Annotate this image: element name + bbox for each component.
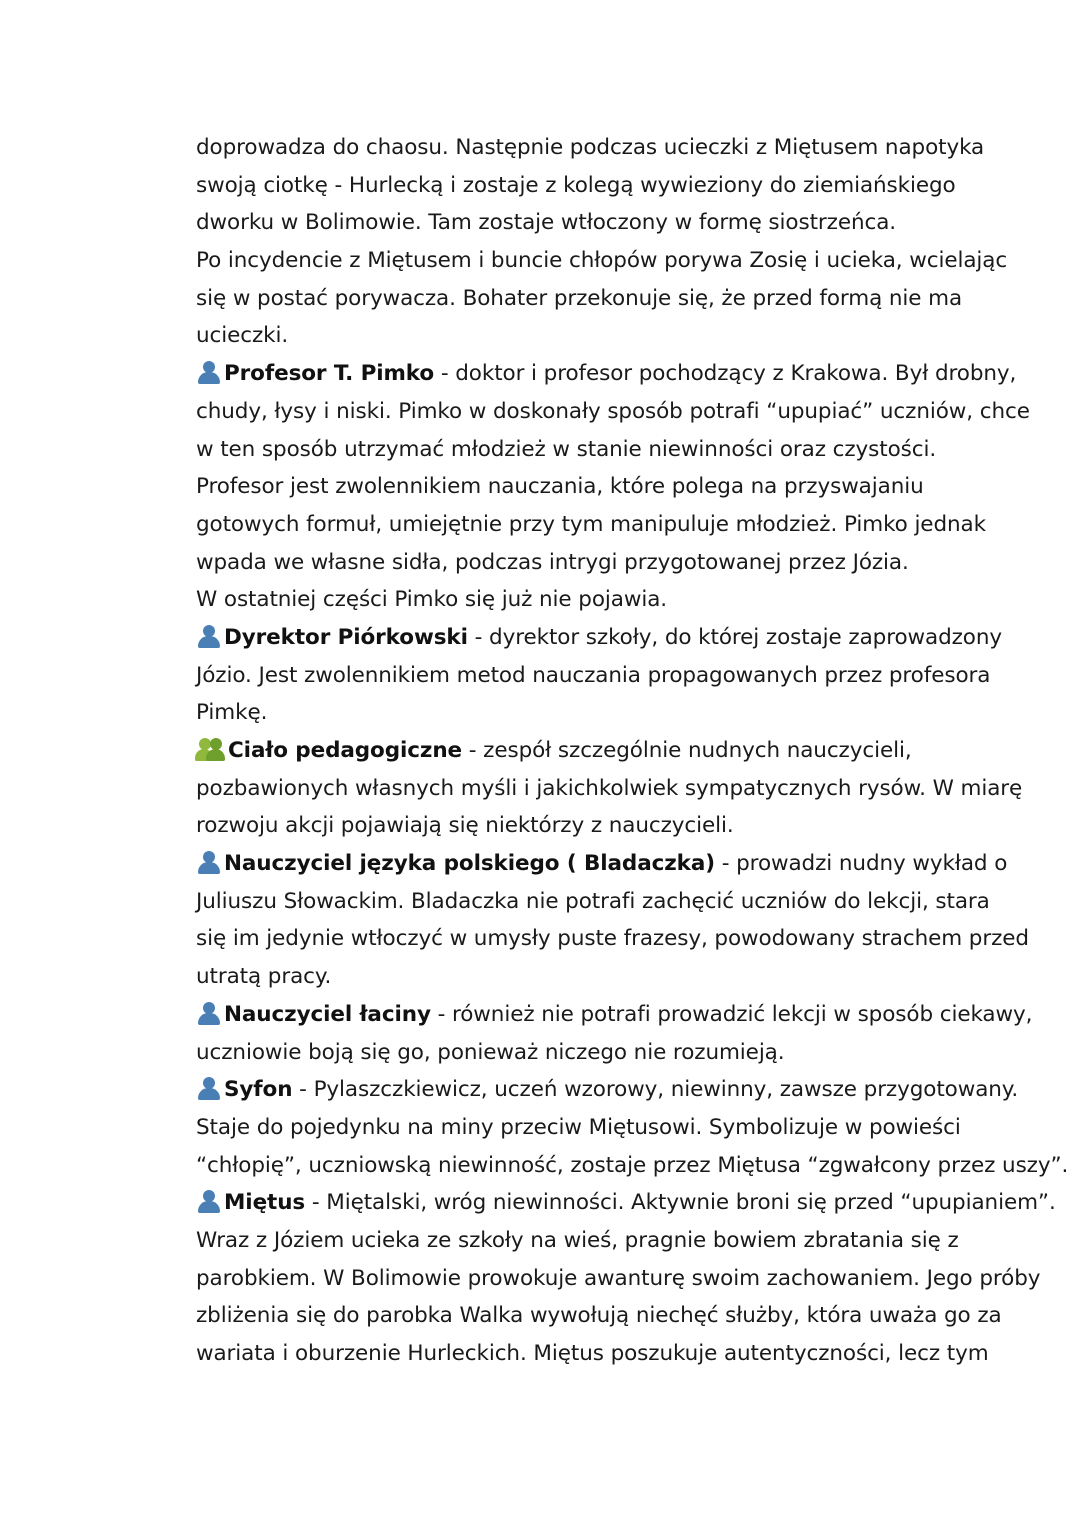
character-entry-bladaczka (196, 845, 1056, 883)
text-line: Juliuszu Słowackim. Bladaczka nie potrafi zachęcić uczniów do lekcji, stara (196, 888, 990, 914)
text-line: parobkiem. W Bolimowie prowokuje awanturę swoim zachowaniem. Jego próby (196, 1265, 1041, 1291)
text-line: W ostatniej części Pimko się już nie pojawia. (196, 587, 667, 613)
text-line: Pimkę. (196, 700, 268, 726)
text-line: pozbawionych własnych myśli i jakichkolwiek sympatycznych rysów. W miarę (196, 775, 1023, 801)
character-description: - dyrektor szkoły, do której zostaje zaprowadzony (467, 624, 1003, 650)
character-name: Dyrektor Piórkowski (224, 624, 468, 650)
person-icon (196, 850, 222, 874)
text-line: utratą pracy. (196, 964, 332, 990)
text-line: swoją ciotkę - Hurlecką i zostaje z kolegą wywieziony do ziemiańskiego (196, 172, 956, 198)
character-description: - Miętalski, wróg niewinności. Aktywnie broni się przed “upupianiem”. (305, 1190, 1056, 1216)
character-entry-syfon (196, 1071, 1056, 1109)
person-icon (196, 1189, 222, 1213)
character-entry-pimko (196, 355, 1056, 393)
text-line: się im jedynie wtłoczyć w umysły puste frazesy, powodowany strachem przed (196, 926, 1029, 952)
text-line: w ten sposób utrzymać młodzież w stanie niewinności oraz czystości. (196, 436, 937, 462)
text-line: doprowadza do chaosu. Następnie podczas ucieczki z Miętusem napotyka (196, 135, 985, 160)
person-icon (196, 1076, 222, 1100)
text-line: uczniowie boją się go, ponieważ niczego nie rozumieją. (196, 1039, 785, 1065)
text-line: zbliżenia się do parobka Walka wywołują niechęć służby, która uważa go za (196, 1303, 1002, 1329)
text-line: Wraz z Józiem ucieka ze szkoły na wieś, pragnie bowiem zbratania się z (196, 1227, 959, 1253)
character-name: Miętus (224, 1190, 306, 1216)
character-description: - doktor i profesor pochodzący z Krakowa. Był drobny, (434, 361, 1017, 387)
text-line: dworku w Bolimowie. Tam zostaje wtłoczony w formę siostrzeńca. (196, 210, 897, 236)
person-icon (196, 360, 222, 384)
character-description: - zespół szczególnie nudnych nauczycieli, (462, 738, 912, 763)
text-line: wpada we własne sidła, podczas intrygi przygotowanej przez Józia. (196, 549, 909, 575)
people-group-icon (196, 737, 226, 761)
character-entry-piorkowski (196, 619, 1056, 657)
text-line: Józio. Jest zwolennikiem metod nauczania propagowanych przez profesora (196, 662, 991, 688)
text-line: gotowych formuł, umiejętnie przy tym manipuluje młodzież. Pimko jednak (196, 511, 986, 537)
character-entry-mietus (196, 1184, 1056, 1222)
character-name: Profesor T. Pimko (224, 361, 435, 387)
character-name: Syfon (224, 1077, 293, 1103)
person-icon (196, 624, 222, 648)
character-description: - również nie potrafi prowadzić lekcji w sposób ciekawy, (430, 1001, 1033, 1027)
character-name: Nauczyciel języka polskiego ( Bladaczka) (224, 851, 715, 877)
text-line: Po incydencie z Miętusem i buncie chłopów porywa Zosię i ucieka, wcielając (196, 248, 1008, 274)
text-line: Profesor jest zwolennikiem nauczania, które polega na przyswajaniu (196, 474, 924, 500)
character-name: Ciało pedagogiczne (228, 738, 463, 763)
person-icon (196, 1001, 222, 1025)
text-line: chudy, łysy i niski. Pimko w doskonały sposób potrafi “upupiać” uczniów, chce (196, 398, 1030, 424)
text-line: się w postać porywacza. Bohater przekonuje się, że przed formą nie ma (196, 285, 963, 311)
character-entry-lacina (196, 996, 1056, 1034)
character-entry-cialo-pedagogiczne (196, 732, 1056, 770)
text-line: Staje do pojedynku na miny przeciw Miętusowi. Symbolizuje w powieści (196, 1114, 961, 1140)
text-line: wariata i oburzenie Hurleckich. Miętus poszukuje autentyczności, lecz tym (196, 1341, 989, 1366)
text-line: ucieczki. (196, 323, 289, 349)
character-description: - prowadzi nudny wykład o (715, 851, 1008, 877)
character-description: - Pylaszczkiewicz, uczeń wzorowy, niewinny, zawsze przygotowany. (292, 1077, 1019, 1103)
document-page (196, 129, 1069, 1373)
text-line: rozwoju akcji pojawiają się niektórzy z nauczycieli. (196, 813, 734, 839)
text-line: “chłopię”, uczniowską niewinność, zostaje przez Miętusa “zgwałcony przez uszy”. (196, 1152, 1069, 1178)
character-name: Nauczyciel łaciny (224, 1001, 431, 1027)
